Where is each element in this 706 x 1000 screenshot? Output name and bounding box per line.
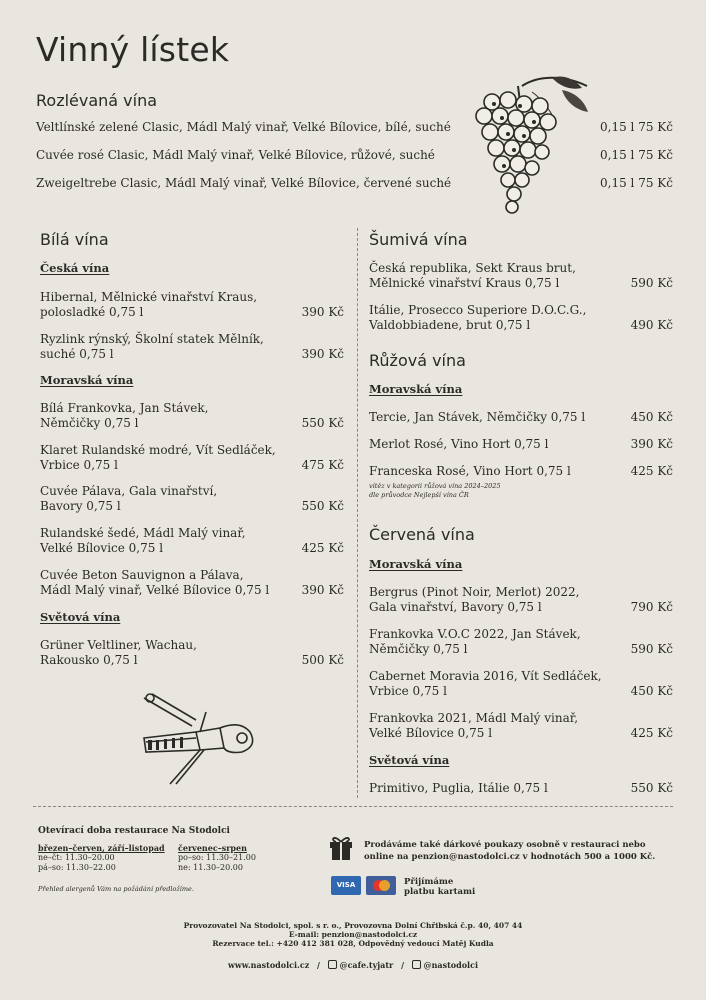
- red-moravian-3-price: 450 Kč: [630, 684, 673, 698]
- voucher-line2: online na penzion@nastodolci.cz v hodnotách 500 a 1000 Kč.: [364, 852, 656, 862]
- white-moravian-4-price: 425 Kč: [301, 541, 344, 555]
- instagram-icon: [328, 960, 337, 969]
- white-moravian-2-line2: Vrbice 0,75 l: [40, 458, 118, 472]
- allergens-note: Přehled alergenů Vám na požádání předložíme.: [38, 885, 194, 893]
- grapes-illustration: [462, 72, 594, 214]
- sparkling-2-price: 490 Kč: [630, 318, 673, 332]
- pour-item-2-volume: 0,15 l: [600, 148, 635, 162]
- white-heading: Bílá vína: [40, 230, 109, 249]
- operator-line3: Rezervace tel.: +420 412 381 028, Odpovědný vedoucí Matěj Kudla: [212, 939, 494, 948]
- hours-title: Otevírací doba restaurace Na Stodolci: [38, 826, 230, 836]
- rose-3-name: Franceska Rosé, Vino Hort 0,75 l: [369, 464, 571, 478]
- pour-item-3-volume: 0,15 l: [600, 176, 635, 190]
- red-world-1-price: 550 Kč: [630, 781, 673, 795]
- sparkling-2-line2: Valdobbiadene, brut 0,75 l: [369, 318, 531, 332]
- sparkling-1-line1: Česká republika, Sekt Kraus brut,: [369, 261, 576, 275]
- visa-card-label: VISA: [336, 881, 356, 889]
- column-divider: [357, 228, 358, 798]
- rose-award-note-2: dle průvodce Nejlepší vína ČR: [369, 491, 469, 499]
- red-moravian-1-line2: Gala vinařství, Bavory 0,75 l: [369, 600, 542, 614]
- cards-line1: Přijímáme: [404, 877, 454, 887]
- gift-icon: [328, 832, 354, 862]
- pour-item-2-price: 75 Kč: [638, 148, 673, 162]
- white-moravian-5-line1: Cuvée Beton Sauvignon a Pálava,: [40, 568, 244, 582]
- white-moravian-3-price: 550 Kč: [301, 499, 344, 513]
- season2-line2: ne: 11.30–20.00: [178, 863, 243, 872]
- corkscrew-illustration: [140, 692, 258, 786]
- rose-1-name: Tercie, Jan Stávek, Němčičky 0,75 l: [369, 410, 586, 424]
- separator-1: /: [317, 960, 320, 970]
- white-czech-1-line2: polosladké 0,75 l: [40, 305, 144, 319]
- instagram-link-stodolci[interactable]: @nastodolci: [423, 960, 478, 970]
- rose-moravian-label: Moravská vína: [369, 382, 463, 396]
- red-heading: Červená vína: [369, 525, 475, 544]
- red-moravian-label: Moravská vína: [369, 557, 463, 571]
- rose-2-name: Merlot Rosé, Vino Hort 0,75 l: [369, 437, 549, 451]
- white-moravian-label: Moravská vína: [40, 373, 134, 387]
- pour-item-2: Cuvée rosé Clasic, Mádl Malý vinař, Velké Bílovice, růžové, suché: [36, 148, 435, 162]
- season1-line2: pá–so: 11.30–22.00: [38, 863, 116, 872]
- rose-2-price: 390 Kč: [630, 437, 673, 451]
- instagram-icon: [412, 960, 421, 969]
- white-moravian-1-line1: Bílá Frankovka, Jan Stávek,: [40, 401, 209, 415]
- white-moravian-1-price: 550 Kč: [301, 416, 344, 430]
- white-czech-label: Česká vína: [40, 261, 110, 275]
- cards-line2: platbu kartami: [404, 887, 476, 897]
- white-moravian-5-line2: Mádl Malý vinař, Velké Bílovice 0,75 l: [40, 583, 270, 597]
- red-moravian-2-price: 590 Kč: [630, 642, 673, 656]
- pour-item-3: Zweigeltrebe Clasic, Mádl Malý vinař, Velké Bílovice, červené suché: [36, 176, 452, 190]
- instagram-link-cafe[interactable]: @cafe.tyjatr: [339, 960, 394, 970]
- operator-line1: Provozovatel Na Stodolci, spol. s r. o., Provozovna Dolní Chřibská č.p. 40, 407 44: [183, 921, 523, 930]
- rose-1-price: 450 Kč: [630, 410, 673, 424]
- red-world-label: Světová vína: [369, 753, 450, 767]
- white-czech-2-line2: suché 0,75 l: [40, 347, 114, 361]
- white-world-1-line2: Rakousko 0,75 l: [40, 653, 138, 667]
- sparkling-1-line2: Mělnické vinařství Kraus 0,75 l: [369, 276, 560, 290]
- footer-links: [0, 960, 706, 970]
- red-moravian-4-line1: Frankovka 2021, Mádl Malý vinař,: [369, 711, 579, 725]
- red-moravian-2-line1: Frankovka V.O.C 2022, Jan Stávek,: [369, 627, 581, 641]
- sparkling-2-line1: Itálie, Prosecco Superiore D.O.C.G.,: [369, 303, 587, 317]
- white-moravian-1-line2: Němčičky 0,75 l: [40, 416, 139, 430]
- red-moravian-1-price: 790 Kč: [630, 600, 673, 614]
- pour-heading: Rozlévaná vína: [36, 91, 158, 110]
- season2-label: červenec–srpen: [178, 843, 247, 853]
- white-moravian-3-line1: Cuvée Pálava, Gala vinařství,: [40, 484, 218, 498]
- operator-line2: E-mail: penzion@nastodolci.cz: [288, 930, 418, 939]
- white-czech-1-line1: Hibernal, Mělnické vinařství Kraus,: [40, 290, 258, 304]
- red-moravian-1-line1: Bergrus (Pinot Noir, Merlot) 2022,: [369, 585, 580, 599]
- visa-card-icon: [331, 876, 361, 895]
- pour-item-1: Veltlínské zelené Clasic, Mádl Malý vinař, Velké Bílovice, bílé, suché: [36, 120, 451, 134]
- white-moravian-4-line1: Rulandské šedé, Mádl Malý vinař,: [40, 526, 246, 540]
- white-moravian-3-line2: Bavory 0,75 l: [40, 499, 121, 513]
- red-moravian-4-price: 425 Kč: [630, 726, 673, 740]
- white-world-1-price: 500 Kč: [301, 653, 344, 667]
- white-moravian-2-line1: Klaret Rulandské modré, Vít Sedláček,: [40, 443, 276, 457]
- red-moravian-4-line2: Velké Bílovice 0,75 l: [369, 726, 493, 740]
- white-moravian-2-price: 475 Kč: [301, 458, 344, 472]
- red-world-1-name: Primitivo, Puglia, Itálie 0,75 l: [369, 781, 548, 795]
- voucher-line1: Prodáváme také dárkové poukazy osobně v restauraci nebo: [364, 840, 646, 850]
- website-link[interactable]: www.nastodolci.cz: [227, 960, 310, 970]
- red-moravian-2-line2: Němčičky 0,75 l: [369, 642, 468, 656]
- separator-2: /: [401, 960, 404, 970]
- pour-item-1-price: 75 Kč: [638, 120, 673, 134]
- footer-divider: [33, 806, 673, 807]
- white-czech-2-price: 390 Kč: [301, 347, 344, 361]
- red-moravian-3-line1: Cabernet Moravia 2016, Vít Sedláček,: [369, 669, 602, 683]
- rose-heading: Růžová vína: [369, 351, 466, 370]
- page-title: Vinný lístek: [36, 30, 230, 69]
- mastercard-icon: [366, 876, 396, 895]
- season2-line1: po–so: 11.30–21.00: [178, 853, 256, 862]
- red-moravian-3-line2: Vrbice 0,75 l: [369, 684, 447, 698]
- white-czech-2-line1: Ryzlink rýnský, Školní statek Mělník,: [40, 332, 264, 346]
- rose-3-price: 425 Kč: [630, 464, 673, 478]
- pour-item-3-price: 75 Kč: [638, 176, 673, 190]
- white-world-1-line1: Grüner Veltliner, Wachau,: [40, 638, 197, 652]
- rose-award-note-1: vítěz v kategorii růžová vína 2024–2025: [369, 482, 501, 490]
- sparkling-1-price: 590 Kč: [630, 276, 673, 290]
- white-czech-1-price: 390 Kč: [301, 305, 344, 319]
- white-world-label: Světová vína: [40, 610, 121, 624]
- sparkling-heading: Šumivá vína: [369, 230, 468, 249]
- white-moravian-5-price: 390 Kč: [301, 583, 344, 597]
- white-moravian-4-line2: Velké Bílovice 0,75 l: [40, 541, 164, 555]
- season1-line1: ne–čt: 11.30–20.00: [38, 853, 115, 862]
- pour-item-1-volume: 0,15 l: [600, 120, 635, 134]
- season1-label: březen–červen, září–listopad: [38, 843, 165, 853]
